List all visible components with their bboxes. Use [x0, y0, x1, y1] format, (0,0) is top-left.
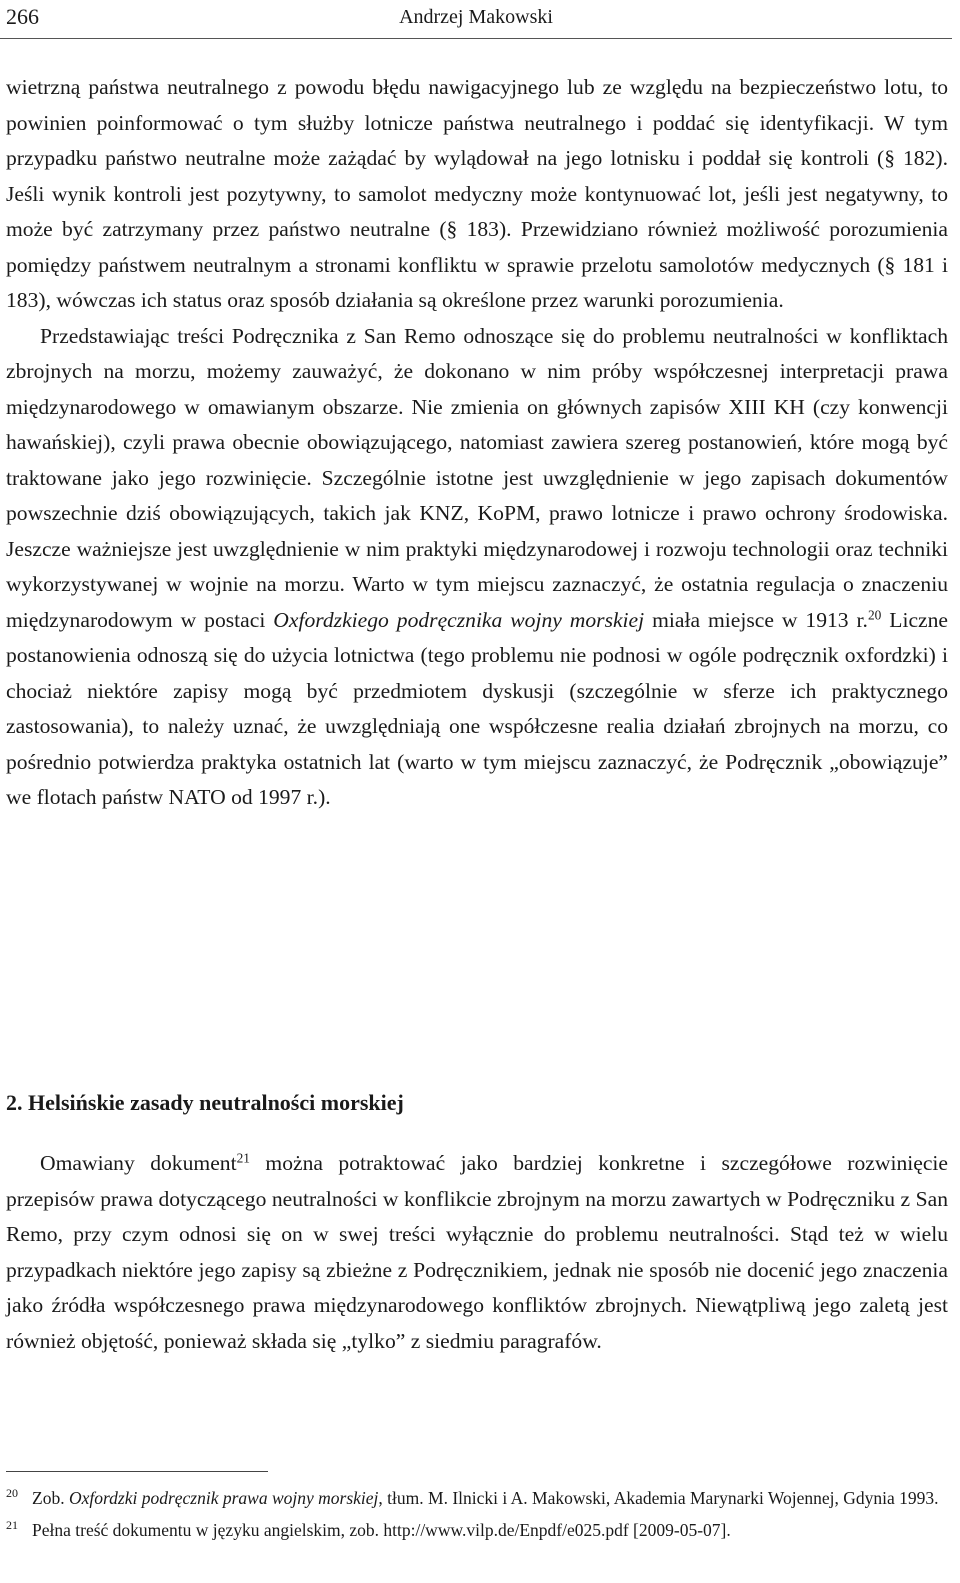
footnote-number: 21 [6, 1518, 18, 1532]
footnote-number: 20 [6, 1486, 18, 1500]
footnote-ref-21[interactable]: 21 [236, 1150, 250, 1166]
paragraph-2-part-1: Przedstawiając treści Podręcznika z San Remo odnoszące się do problemu neutralności w konfliktach zbrojnych na morzu, możemy zauważyć, że dokonano w nim próby współczesnej interpretacji prawa międzynarodowego w omawianym obszarze. Nie zmienia on głównych zapisów XIII KH (czy konwencji hawańskiej), czyli prawa obecnie obowiązującego, natomiast zawiera szereg postanowień, które mogą być traktowane jako jego rozwinięcie. Szczególnie istotne jest uwzględnienie w jego zapisach dokumentów powszechnie dziś obowiązujących, takich jak KNZ, KoPM, prawo lotnicze i prawo ochrony środowiska. Jeszcze ważniejsze jest uwzględnienie w nim praktyki międzynarodowej i rozwoju technologii oraz techniki wykorzystywanej w wojnie na morzu. Warto w tym miejscu zaznaczyć, że ostatnia regulacja o znaczeniu międzynarodowym w postaci [6, 323, 948, 632]
paragraph-1: wietrzną państwa neutralnego z powodu błędu nawigacyjnego lub ze względu na bezpieczeństwo lotu, to powinien poinformować o tym służby lotnicze państwa neutralnego i poddać się identyfikacji. W tym przypadku państwo neutralne może zażądać by wylądował na jego lotnisku i poddał się kontroli (§ 182). Jeśli wynik kontroli jest pozytywny, to samolot medyczny może kontynuować lot, jeśli jest negatywny, to może być zatrzymany przez państwo neutralne (§ 183). Przewidziano również możliwość porozumienia pomiędzy państwem neutralnym a stronami konfliktu w sprawie przelotu samolotów medycznych (§ 181 i 183), wówczas ich status oraz sposób działania są określone przez warunki porozumienia. [6, 75, 948, 312]
footnote-21 [6, 1512, 948, 1544]
paragraph-2 [6, 319, 948, 816]
body-text [6, 70, 948, 816]
book-title-italic: Oxfordzkiego podręcznika wojny morskiej [273, 607, 645, 632]
footnote-ref-20[interactable]: 20 [867, 607, 882, 623]
paragraph-2-part-2: miała miejsce w 1913 r. [644, 607, 868, 632]
section-heading: 2. Helsińskie zasady neutralności morskiej [6, 1090, 404, 1115]
footnote-prefix: Pełna treść dokumentu w języku angielskim, zob. http://www.vilp.de/Enpdf/e025.pdf [2009-05-07]. [32, 1520, 731, 1540]
paragraph-3-part-1: Omawiany dokument [40, 1151, 237, 1175]
running-head: Andrzej Makowski [399, 6, 553, 28]
footnote-prefix: Zob. [32, 1488, 69, 1508]
page-header [0, 0, 952, 39]
paragraph-3-part-2: można potraktować jako bardziej konkretne i szczegółowe rozwinięcie przepisów prawa dotyczącego neutralności w konflikcie zbrojnym na morzu zawartych w Podręczniku z San Remo, przy czym odnosi się on w swej treści wyłącznie do problemu neutralności. Stąd też w wielu przypadkach niektóre jego zapisy są zbieżne z Podręcznikiem, jednak nie sposób nie docenić jego znaczenia jako źródła współczesnego prawa międzynarodowego konfliktów zbrojnych. Niewątpliwą jego zaletą jest również objętość, ponieważ składa się „tylko” z siedmiu paragrafów. [6, 1151, 948, 1353]
footnotes [6, 1480, 948, 1544]
footnote-italic: Oxfordzki podręcznik prawa wojny morskiej [68, 1488, 379, 1508]
page-number: 266 [6, 4, 39, 29]
paragraph-2-part-3: Liczne postanowienia odnoszą się do użycia lotnictwa (tego problemu nie podnosi w ogóle podręcznik oxfordzki) i chociaż niektóre zapisy mogą być przedmiotem dyskusji (szczególnie w sferze ich praktycznego zastosowania), to należy uznać, że uwzględniają one współczesne realia działań zbrojnych na morzu, co pośrednio potwierdza praktyka ostatnich lat (warto w tym miejscu zaznaczyć, że Podręcznik „obowiązuje” we flotach państw NATO od 1997 r.). [6, 607, 949, 809]
paragraph-3 [6, 1146, 948, 1359]
footnote-divider [6, 1471, 268, 1472]
footnote-rest: , tłum. M. Ilnicki i A. Makowski, Akademia Marynarki Wojennej, Gdynia 1993. [378, 1488, 939, 1508]
footnote-20 [6, 1480, 948, 1512]
